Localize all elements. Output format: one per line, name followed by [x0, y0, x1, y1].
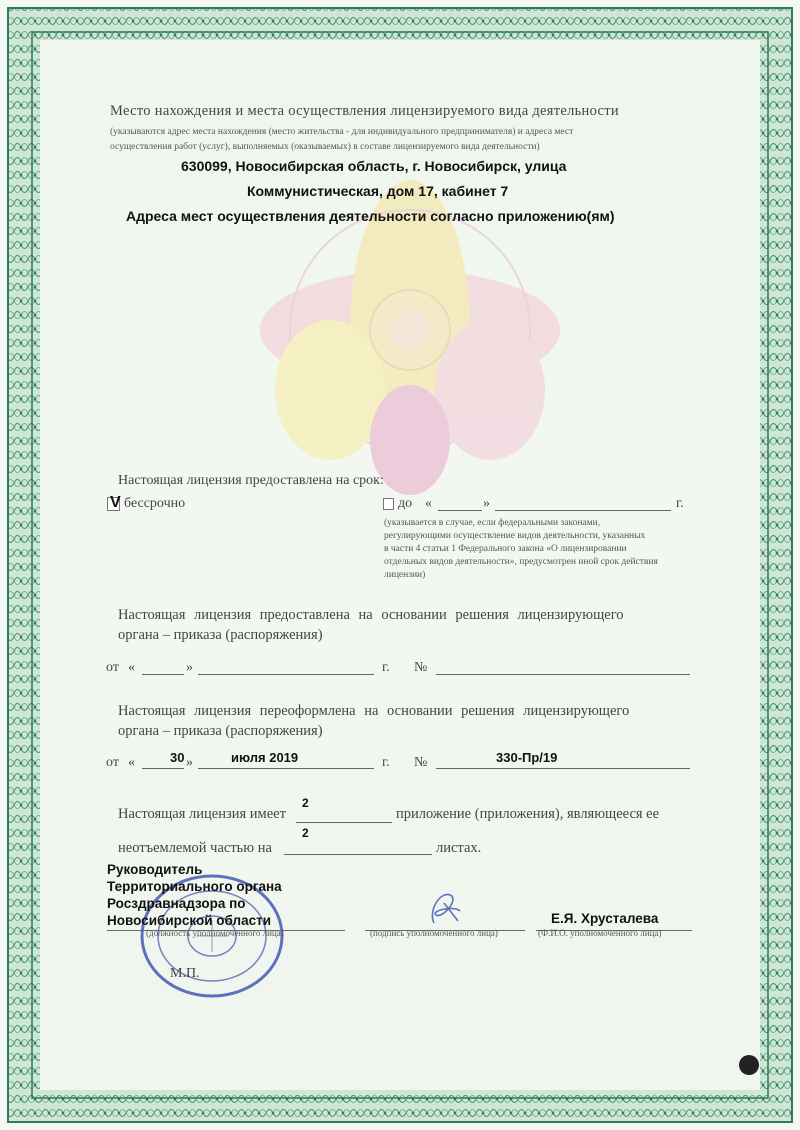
term-heading: Настоящая лицензия предоставлена на срок: [118, 473, 384, 488]
granted-line2: органа – приказа (распоряжения) [118, 627, 323, 643]
signer-position-line1: Руководитель [107, 862, 203, 877]
reissued-open-quote: « [128, 755, 135, 770]
until-checkbox [383, 498, 394, 510]
until-close-quote: » [483, 496, 490, 511]
reissued-day: 30 [170, 750, 185, 765]
handwritten-signature [420, 885, 470, 931]
term-note-line1: (указывается в случае, если федеральными законами, [384, 518, 601, 528]
until-date-line [495, 510, 671, 511]
header-note-line1: (указываются адрес места нахождения (место жительства - для индивидуального предпринимателя) и адреса мест [110, 127, 574, 137]
term-note-line3: в части 4 статьи 1 Федерального закона «О лицензировании [384, 544, 627, 554]
indefinite-check-mark: V [110, 494, 121, 511]
granted-year-suffix: г. [382, 660, 390, 675]
position-caption: (должность уполномоченного лица) [146, 928, 284, 938]
until-year-suffix: г. [676, 496, 684, 511]
indefinite-label: бессрочно [124, 496, 186, 511]
reissued-number: 330-Пр/19 [496, 750, 558, 765]
granted-number-sign: № [414, 660, 428, 675]
reissued-number-line [436, 768, 690, 769]
appendix-text4: листах. [436, 840, 482, 856]
signer-position-line4: Новосибирской области [107, 913, 272, 928]
appendix-text2: приложение (приложения), являющееся ее [396, 806, 660, 822]
header-title: Место нахождения и места осуществления лицензируемого вида деятельности [110, 103, 619, 119]
reissued-month-year: июля 2019 [231, 750, 299, 765]
granted-from: от [106, 660, 119, 675]
until-day-line [438, 510, 482, 511]
signer-position-line2: Территориального органа [107, 879, 282, 894]
until-label: до [398, 496, 413, 511]
granted-close-quote: » [186, 660, 193, 675]
granted-date-line [198, 674, 374, 675]
appendix-count: 2 [302, 796, 309, 810]
appendix-count-line [296, 822, 392, 823]
appendix-sheets-line [284, 854, 432, 855]
granted-line1: Настоящая лицензия предоставлена на основании решения лицензирующего [118, 607, 624, 623]
reissued-close-quote: » [186, 755, 193, 770]
appendix-text1: Настоящая лицензия имеет [118, 806, 286, 822]
until-open-quote: « [425, 496, 432, 511]
granted-number-line [436, 674, 690, 675]
reissued-date-line [198, 768, 374, 769]
signer-name: Е.Я. Хрусталева [551, 911, 659, 926]
signature-caption: (подпись уполномоченного лица) [370, 928, 498, 938]
address-line3: Адреса мест осуществления деятельности согласно приложению(ям) [126, 208, 615, 224]
stamp-label: М.П. [170, 966, 200, 981]
appendix-text3: неотъемлемой частью на [118, 840, 272, 856]
reissued-from: от [106, 755, 119, 770]
name-caption: (Ф.И.О. уполномоченного лица) [538, 928, 662, 938]
term-note-line2: регулирующими осуществление видов деятельности, указанных [384, 531, 646, 541]
header-note-line2: осуществления работ (услуг), выполняемых (оказываемых) в составе лицензируемого вида деятельности) [110, 142, 540, 152]
reissued-line2: органа – приказа (распоряжения) [118, 723, 323, 739]
granted-open-quote: « [128, 660, 135, 675]
signer-position-line3: Росздравнадзора по [107, 896, 246, 911]
punch-hole [739, 1055, 759, 1075]
term-note-line5: лицензии) [384, 570, 426, 580]
reissued-year-suffix: г. [382, 755, 390, 770]
term-note-line4: отдельных видов деятельности», предусмотрен иной срок действия [384, 557, 658, 567]
reissued-line1: Настоящая лицензия переоформлена на основании решения лицензирующего [118, 703, 630, 719]
granted-day-line [142, 674, 184, 675]
address-line1: 630099, Новосибирская область, г. Новосибирск, улица [181, 158, 567, 174]
address-line2: Коммунистическая, дом 17, кабинет 7 [247, 183, 509, 199]
reissued-number-sign: № [414, 755, 428, 770]
reissued-day-line [142, 768, 184, 769]
appendix-sheets: 2 [302, 826, 309, 840]
